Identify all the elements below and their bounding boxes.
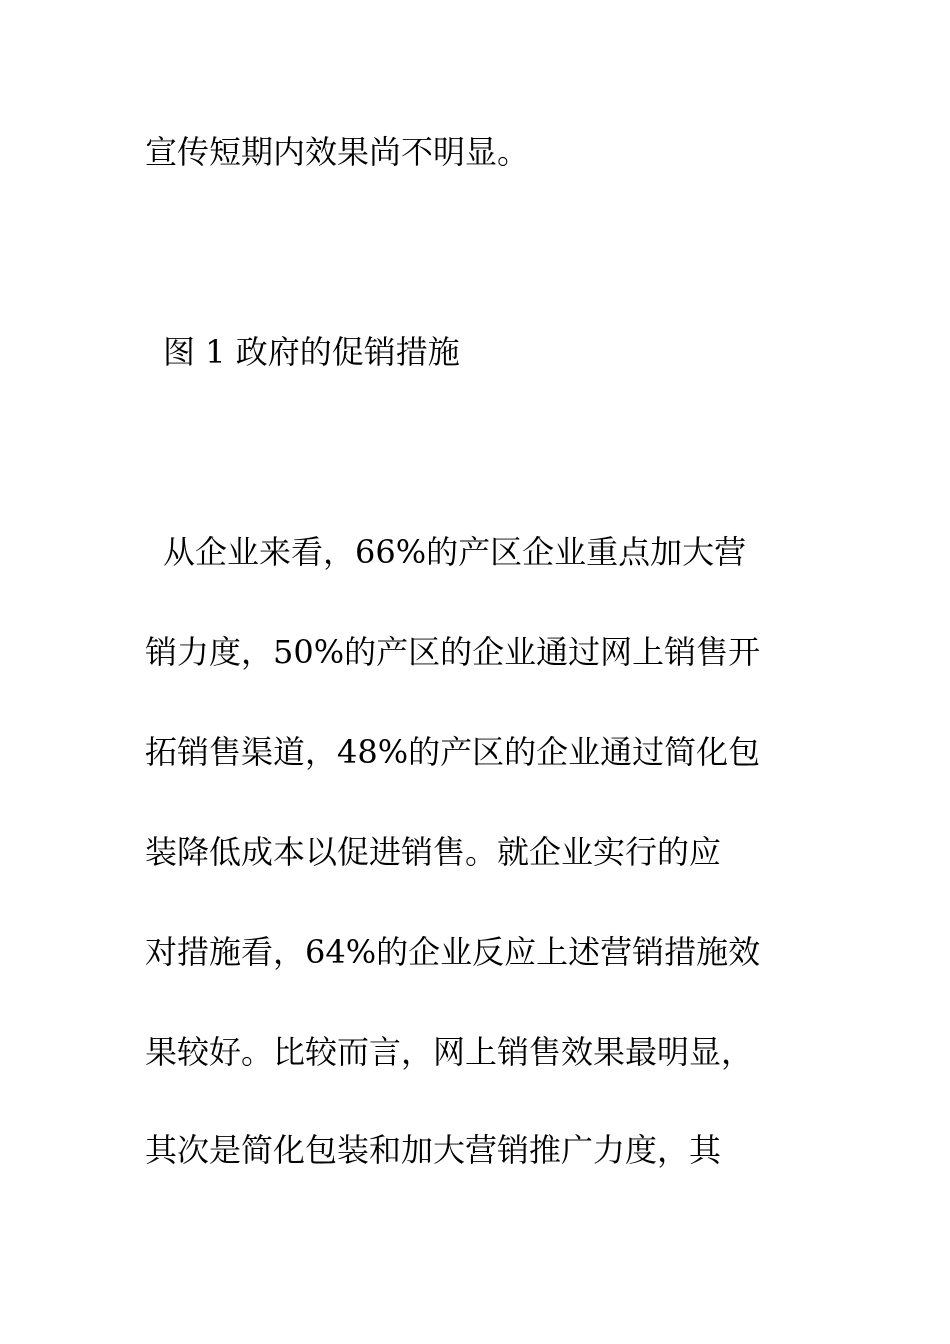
figure-caption: 图 1 政府的促销措施	[163, 333, 460, 371]
paragraph-line: 销力度，50%的产区的企业通过网上销售开	[145, 633, 761, 671]
paragraph-line: 对措施看，64%的企业反应上述营销措施效	[145, 933, 761, 971]
paragraph-line: 装降低成本以促进销售。就企业实行的应	[145, 833, 722, 871]
paragraph-line: 拓销售渠道，48%的产区的企业通过简化包	[145, 733, 761, 771]
paragraph-line: 其次是简化包装和加大营销推广力度，其	[145, 1131, 722, 1169]
paragraph-line: 从企业来看，66%的产区企业重点加大营	[163, 533, 747, 571]
opening-line: 宣传短期内效果尚不明显。	[145, 133, 530, 171]
paragraph-line: 果较好。比较而言，网上销售效果最明显，	[145, 1033, 754, 1071]
